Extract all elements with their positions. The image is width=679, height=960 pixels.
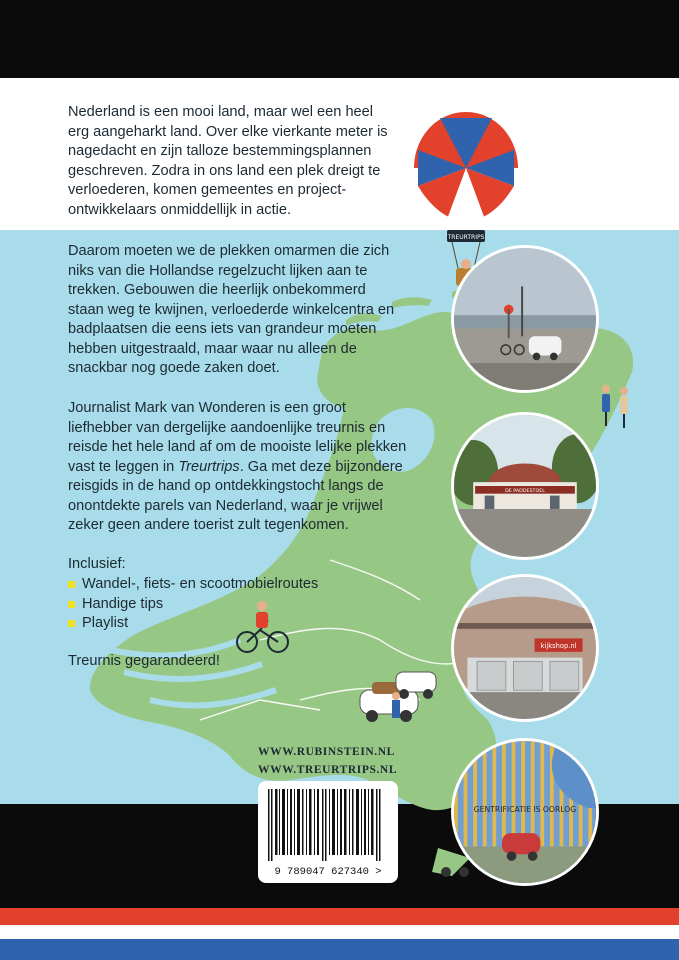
third-paragraph-start: Journalist Mark van Wonderen is een groot liefhebber van dergelijke aandoenlijke treurnis en reisde het hele land af om de mooiste lelijke plekken vast te leggen in [68, 400, 407, 475]
balloon-banner-text: TREURTRIPS [447, 234, 485, 241]
inclusief-list [68, 575, 318, 634]
inclusief-title: Inclusief: [68, 556, 126, 572]
third-paragraph-end: . Ga met deze bijzondere reisgids in de hand op ontdekkingstocht langs de onontdekte parels van Nederland, waar je vrijwel zeker geen andere toerist zult tegenkomen. [68, 458, 403, 533]
bullet-icon [68, 601, 75, 608]
map-island-2 [392, 297, 432, 308]
list-item: Playlist [68, 614, 318, 634]
list-item: Wandel-, fiets- en scootmobielroutes [68, 575, 318, 595]
bullet-icon [68, 581, 75, 588]
paddestoel-sign: DE PADDESTOEL [505, 488, 545, 494]
barcode [258, 781, 398, 883]
website-treurtrips: WWW.TREURTRIPS.NL [258, 764, 398, 776]
list-item: Handige tips [68, 595, 318, 615]
photo-kijkshop [451, 574, 599, 722]
photo-gentrification-wall [451, 738, 599, 886]
graffiti-text: GENTRIFICATIE IS OORLOG [473, 805, 577, 814]
bullet-icon [68, 620, 75, 627]
barcode-number: 9 789047 627340 > [274, 866, 382, 878]
second-paragraph: Daarom moeten we de plekken omarmen die zich niks van die Hollandse regelzucht lijken aan te trekken. Gebouwen die heerlijk onbekommerd staan weg te kwijnen, verloederde winkelcentra en badplaatsen die eens iets van grandeur moeten hebben uitgestraald, maar waar nu alleen de snackbar nog goede zaken doet. [68, 243, 395, 376]
barcode-bars [266, 789, 390, 861]
closing-line: Treurnis gegarandeerd! [68, 653, 220, 669]
book-title: Treurtrips [178, 458, 240, 475]
third-paragraph [68, 399, 408, 536]
kijkshop-sign: kijkshop.nl [540, 642, 577, 650]
intro-paragraph: Nederland is een mooi land, maar wel een heel erg aangeharkt land. Over elke vierkante meter is nagedacht en zijn talloze bestemmingsplannen geschreven. Zodra in ons land een plek dreigt te verloederen, komen gemeentes en projectontwikkelaars onmiddellijk in actie. [68, 104, 388, 218]
website-rubinstein: WWW.RUBINSTEIN.NL [258, 746, 395, 758]
photo-beach-road [451, 245, 599, 393]
photo-mushroom-building [451, 412, 599, 560]
